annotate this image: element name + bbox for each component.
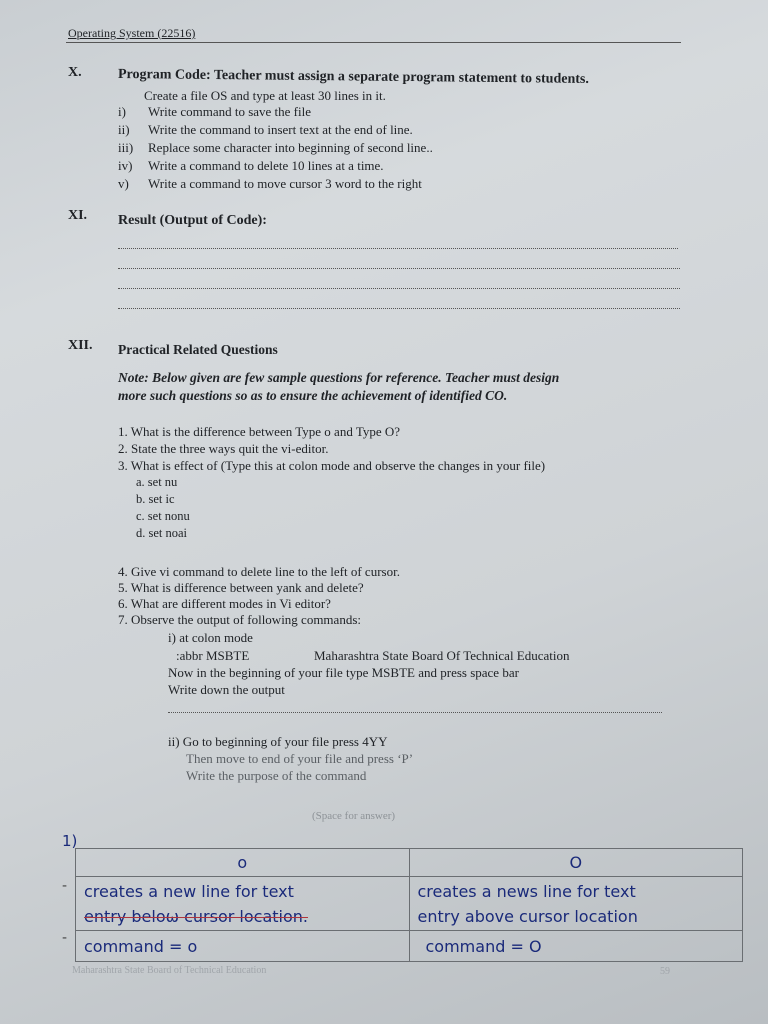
section-x-title: Program Code: Teacher must assign a separate program statement to students. xyxy=(117,67,589,87)
answer-table-heading: o xyxy=(76,849,410,877)
answer-text-line: creates a news line for text xyxy=(417,881,636,901)
section-x-item-text: Write the command to insert text at the end of line. xyxy=(148,122,413,137)
answer-table-cell: command = O xyxy=(409,931,743,962)
answer-dotted-line xyxy=(118,288,680,289)
answer-table xyxy=(75,848,743,961)
note-line: Note: Below given are few sample questions for reference. Teacher must design xyxy=(118,370,560,385)
question-3: 3. What is effect of (Type this at colon mode and observe the changes in your file) xyxy=(118,458,546,473)
question-7-part-i-label: i) at colon mode xyxy=(168,630,253,645)
answer-dotted-line xyxy=(118,308,680,309)
section-xi-title: Result (Output of Code): xyxy=(118,213,267,228)
abbr-command: :abbr MSBTE xyxy=(176,648,250,663)
section-xii-title: Practical Related Questions xyxy=(118,342,278,357)
question-7-part-ii-text: Then move to end of your file and press ‘P’ xyxy=(186,751,414,766)
section-x-item-num: iv) xyxy=(118,158,133,173)
answer-table-cell xyxy=(76,877,410,931)
header-rule xyxy=(66,42,681,43)
question-7-part-ii-text: Write the purpose of the command xyxy=(186,768,367,783)
question-7: 7. Observe the output of following commands: xyxy=(118,612,361,627)
note-line: more such questions so as to ensure the achievement of identified CO. xyxy=(118,388,508,403)
abbr-expansion: Maharashtra State Board Of Technical Education xyxy=(314,648,570,663)
question-1: 1. What is the difference between Type o and Type O? xyxy=(118,424,401,439)
footer-text: Maharashtra State Board of Technical Education xyxy=(72,965,267,976)
section-x-item-text: Replace some character into beginning of second line.. xyxy=(148,140,433,155)
answer-dotted-line xyxy=(168,712,662,713)
section-x-item-num: iii) xyxy=(118,140,134,155)
question-7-part-i-text: Now in the beginning of your file type MSBTE and press space bar xyxy=(168,665,519,680)
answer-dotted-line xyxy=(118,268,680,269)
question-3-option: c. set nonu xyxy=(136,509,190,523)
section-x-intro: Create a file OS and type at least 30 lines in it. xyxy=(144,88,386,103)
question-4: 4. Give vi command to delete line to the left of cursor. xyxy=(118,564,400,579)
section-x-item-num: v) xyxy=(118,176,129,191)
question-7-part-i-text: Write down the output xyxy=(168,682,285,697)
answer-dotted-line xyxy=(118,248,678,249)
section-x-item-num: ii) xyxy=(118,122,130,137)
answer-marker: 1) xyxy=(62,832,78,850)
page-header: Operating System (22516) xyxy=(68,26,196,40)
section-xii-number: XII. xyxy=(68,338,93,353)
page-number: 59 xyxy=(660,966,670,977)
question-3-option: a. set nu xyxy=(136,475,178,489)
answer-text-line: creates a new line for text xyxy=(84,881,294,901)
section-x-item-text: Write a command to delete 10 lines at a time. xyxy=(148,158,384,173)
answer-text-line: entry beloω cursor location. xyxy=(84,906,308,926)
question-6: 6. What are different modes in Vi editor? xyxy=(118,596,331,611)
answer-table-cell xyxy=(409,877,743,931)
space-for-answer-label: (Space for answer) xyxy=(312,810,396,822)
answer-table-heading: O xyxy=(409,849,743,877)
question-5: 5. What is difference between yank and delete? xyxy=(118,580,364,595)
section-x-item-text: Write a command to move cursor 3 word to the right xyxy=(148,176,422,191)
section-xi-number: XI. xyxy=(68,208,88,223)
question-7-part-ii-text: ii) Go to beginning of your file press 4YY xyxy=(168,734,388,749)
section-x-number: X. xyxy=(68,65,82,80)
section-x-item-num: i) xyxy=(118,104,126,119)
answer-table-cell: command = o xyxy=(76,931,410,962)
question-3-option: b. set ic xyxy=(136,492,175,506)
question-2: 2. State the three ways quit the vi-editor. xyxy=(118,441,329,456)
answer-text-line: entry above cursor location xyxy=(417,906,638,926)
bullet-dash: - xyxy=(62,878,68,894)
section-x-item-text: Write command to save the file xyxy=(148,104,312,119)
question-3-option: d. set noai xyxy=(136,526,188,540)
bullet-dash: - xyxy=(62,930,68,946)
